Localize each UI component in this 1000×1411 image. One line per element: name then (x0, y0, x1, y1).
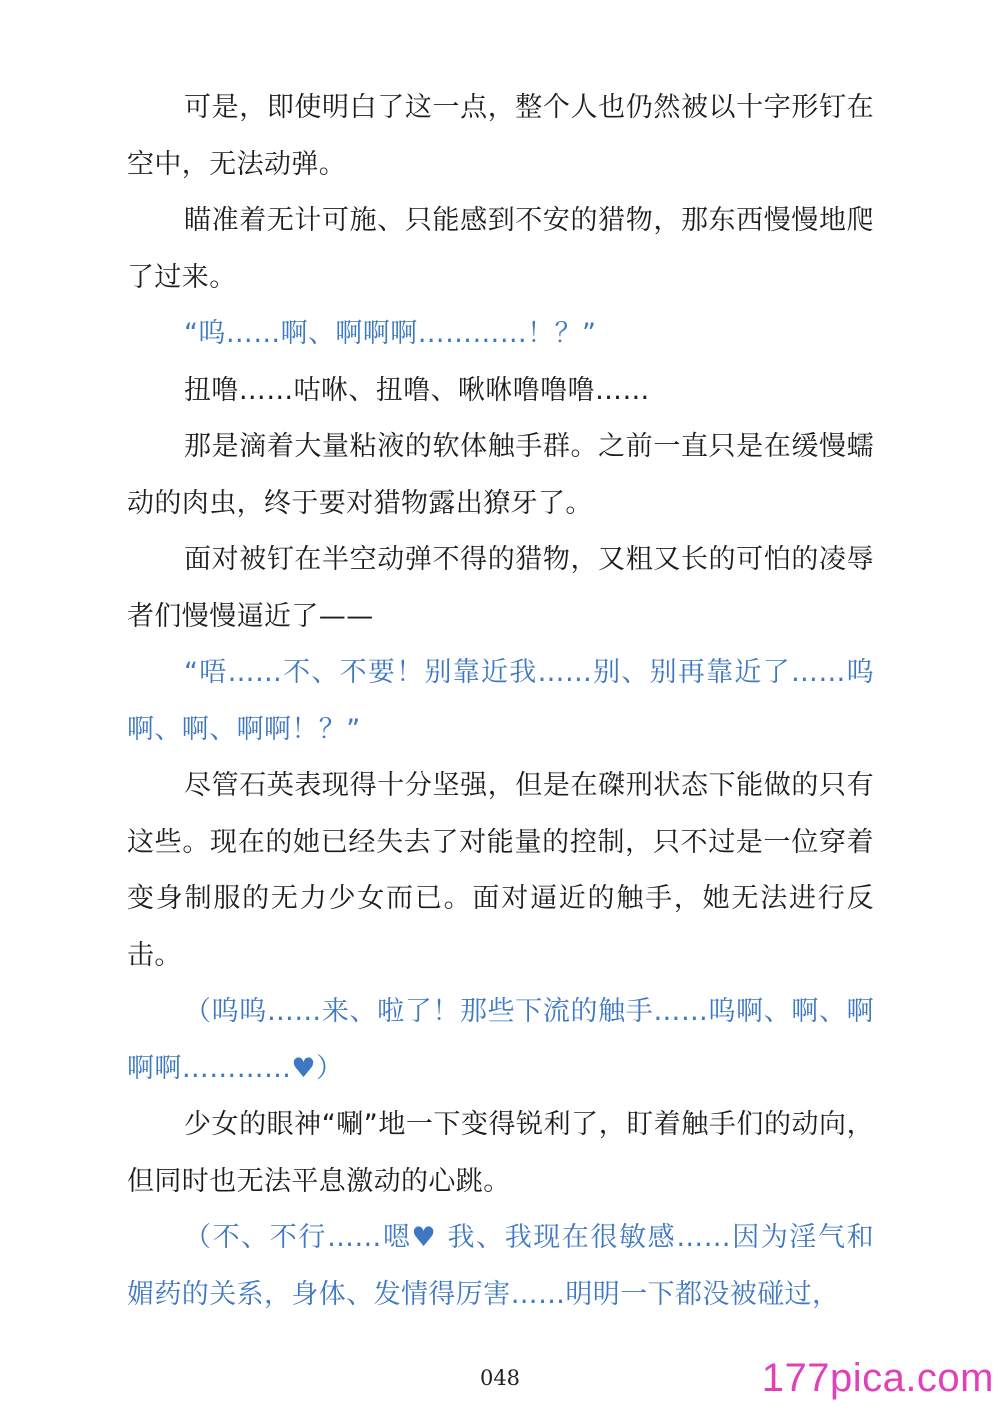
watermark: 177pica.com (761, 1356, 994, 1400)
narration-paragraph: 面对被钉在半空动弹不得的猎物，又粗又长的可怕的凌辱者们慢慢逼近了—— (127, 544, 874, 632)
narration-paragraph: 尽管石英表现得十分坚强，但是在磔刑状态下能做的只有这些。现在的她已经失去了对能量的控制，只不过是一位穿着变身制服的无力少女而已。面对逼近的触手，她无法进行反击。 (127, 770, 874, 971)
page-number: 048 (479, 1366, 521, 1390)
body-text (127, 80, 874, 1323)
narration-paragraph: 那是滴着大量粘液的软体触手群。之前一直只是在缓慢蠕动的肉虫，终于要对猎物露出獠牙了。 (127, 431, 874, 519)
dialogue-paragraph: （呜呜……来、啦了！那些下流的触手……呜啊、啊、啊啊啊…………♥） (127, 996, 874, 1084)
narration-paragraph: 可是，即使明白了这一点，整个人也仍然被以十字形钉在空中，无法动弹。 (127, 92, 874, 180)
narration-paragraph: 少女的眼神“唰”地一下变得锐利了，盯着触手们的动向，但同时也无法平息激动的心跳。 (127, 1109, 874, 1197)
dialogue-paragraph: “呜……啊、啊啊啊…………！？” (184, 318, 597, 349)
dialogue-paragraph: （不、不行……嗯♥ 我、我现在很敏感……因为淫气和媚药的关系，身体、发情得厉害……明明一下都没被碰过， (127, 1222, 874, 1310)
narration-paragraph: 扭噜……咕咻、扭噜、啾咻噜噜噜…… (184, 374, 650, 406)
dialogue-paragraph: “唔……不、不要！别靠近我……别、别再靠近了……呜啊、啊、啊啊！？” (127, 657, 874, 745)
narration-paragraph: 瞄准着无计可施、只能感到不安的猎物，那东西慢慢地爬了过来。 (127, 205, 874, 293)
